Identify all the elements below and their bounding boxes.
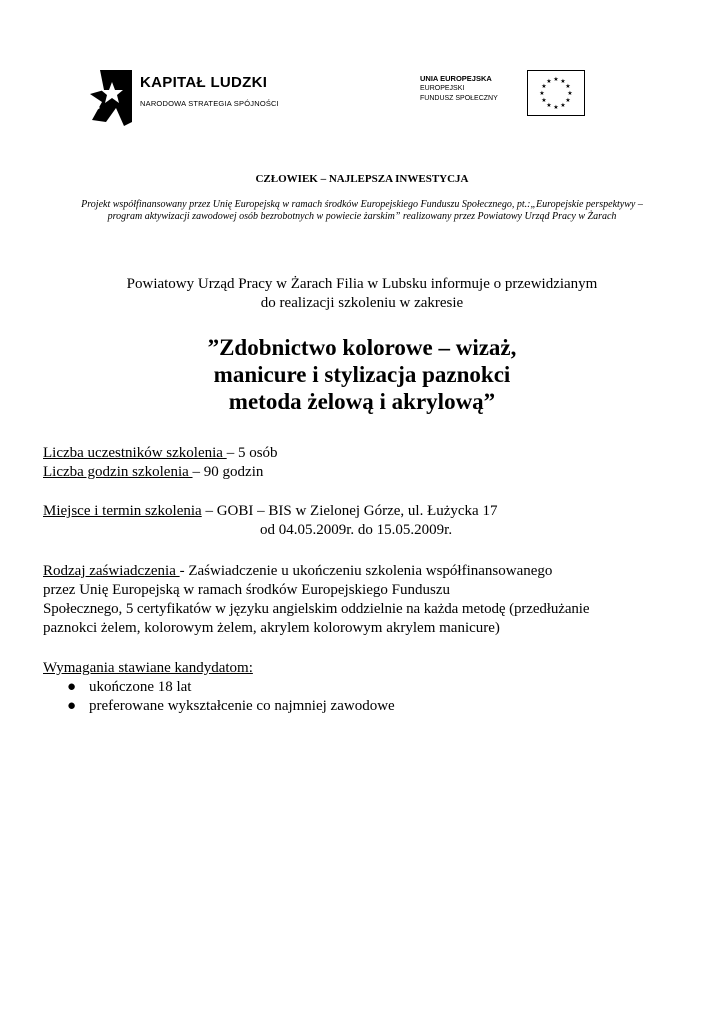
course-title-line-2: manicure i stylizacja paznokci (213, 362, 511, 387)
certificate-line-2: przez Unię Europejską w ramach środków Europejskiego Funduszu (43, 582, 450, 598)
svg-text:★: ★ (553, 76, 559, 83)
participants-label: Liczba uczestników szkolenia (43, 445, 227, 461)
kapital-ludzki-title: KAPITAŁ LUDZKI (140, 74, 268, 91)
eu-logo (420, 70, 585, 118)
eu-logo-text (420, 74, 498, 104)
svg-text:★: ★ (546, 78, 552, 85)
project-line-1: Projekt współfinansowany przez Unię Europejską w ramach środków Europejskiego Funduszu Społecznego, pt.:„Europejskie perspektywy – (81, 199, 643, 210)
intro-line-2: do realizacji szkoleniu w zakresie (260, 295, 464, 311)
motto: CZŁOWIEK – NAJLEPSZA INWESTYCJA (255, 173, 469, 185)
svg-text:★: ★ (539, 90, 545, 97)
place-value: – GOBI – BIS w Zielonej Górze, ul. Łużycka 17 (201, 503, 498, 519)
eu-line-3: FUNDUSZ SPOŁECZNY (420, 95, 498, 102)
certificate-label: Rodzaj zaświadczenia (43, 563, 180, 579)
place-and-date (43, 502, 703, 521)
eu-line-1: UNIA EUROPEJSKA (420, 74, 492, 83)
place-label: Miejsce i termin szkolenia (43, 503, 202, 519)
requirement-text: preferowane wykształcenie co najmniej zawodowe (89, 698, 395, 714)
eu-flag-icon (527, 70, 585, 116)
course-title-line-3: metoda żelową i akrylową” (228, 389, 496, 414)
svg-text:★: ★ (560, 102, 566, 109)
project-info (40, 199, 684, 223)
certificate-line-4: paznokci żelem, kolorowym żelem, akrylem kolorowym akrylem manicure) (43, 620, 500, 636)
requirements-list (43, 678, 703, 716)
requirements-label: Wymagania stawiane kandydatom: (43, 660, 253, 676)
kapital-ludzki-logo (86, 64, 286, 134)
course-title (40, 334, 684, 415)
svg-text:★: ★ (565, 97, 571, 104)
project-line-2: program aktywizacji zawodowej osób bezrobotnych w powiecie żarskim” realizowany przez Powiatowy Urząd Pracy w Żarach (107, 211, 617, 222)
svg-text:★: ★ (546, 102, 552, 109)
kapital-ludzki-subtitle: NARODOWA STRATEGIA SPÓJNOŚCI (140, 99, 279, 108)
requirement-text: ukończone 18 lat (89, 679, 192, 695)
svg-text:★: ★ (541, 83, 547, 90)
participants-value: – 5 osób (226, 445, 278, 461)
list-item (43, 678, 703, 697)
bullet-icon: ● (67, 698, 77, 714)
hours-count (43, 463, 703, 482)
svg-text:★: ★ (565, 83, 571, 90)
participants-count (43, 444, 703, 463)
requirements-section (43, 659, 703, 716)
svg-text:★: ★ (567, 90, 573, 97)
svg-text:★: ★ (541, 97, 547, 104)
certificate-text-1: - Zaświadczenie u ukończeniu szkolenia współfinansowanego (179, 563, 553, 579)
hours-value: – 90 godzin (192, 464, 264, 480)
bullet-icon: ● (67, 679, 77, 695)
list-item (43, 697, 703, 716)
intro-line-1: Powiatowy Urząd Pracy w Żarach Filia w Lubsku informuje o przewidzianym (126, 276, 598, 292)
svg-text:★: ★ (560, 78, 566, 85)
course-title-line-1: ”Zdobnictwo kolorowe – wizaż, (207, 335, 517, 360)
certificate-line-3: Społecznego, 5 certyfikatów w języku angielskim oddzielnie na każda metodę (przedłużanie (43, 601, 590, 617)
intro (40, 275, 684, 313)
svg-text:★: ★ (553, 104, 559, 111)
place-dates: od 04.05.2009r. do 15.05.2009r. (260, 522, 453, 538)
kapital-ludzki-emblem-icon (86, 64, 136, 130)
hours-label: Liczba godzin szkolenia (43, 464, 193, 480)
eu-line-2: EUROPEJSKI (420, 85, 465, 92)
certificate-line-1 (43, 562, 703, 581)
